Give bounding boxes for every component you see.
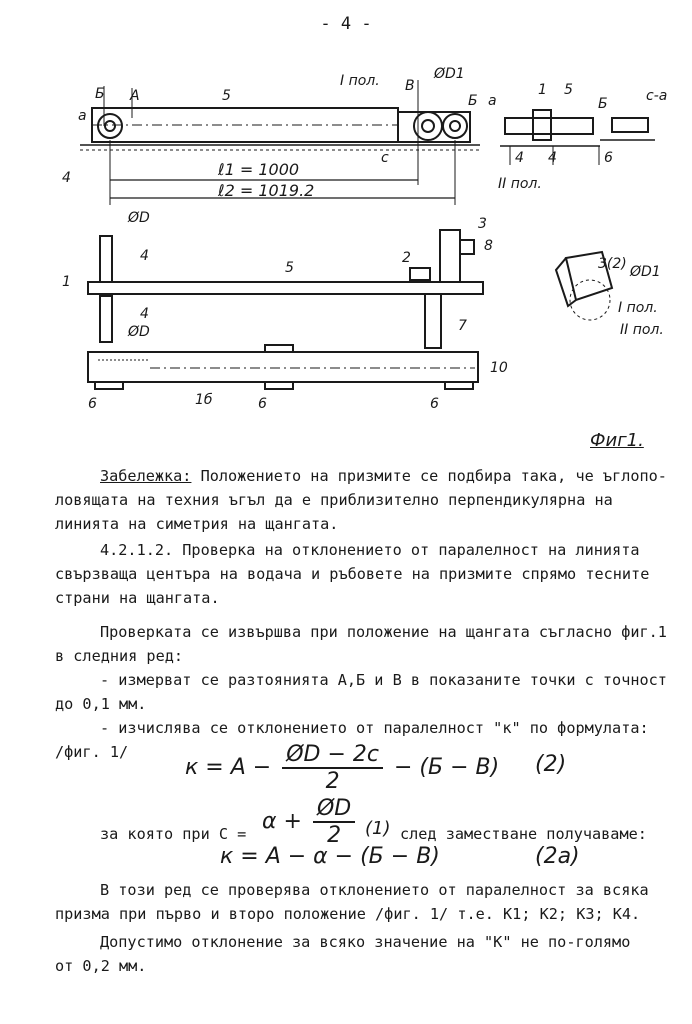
- label-4-front-bottom: 4: [140, 306, 149, 322]
- label-D1-detail: ØD1: [630, 264, 661, 280]
- formula-1-tag: (1): [365, 818, 391, 839]
- label-b-side: Б: [598, 96, 608, 112]
- label-3: 3: [478, 216, 487, 232]
- label-pol1: I пол.: [340, 73, 380, 89]
- label-1-front: 1: [62, 274, 71, 290]
- note-line1: Забележка: Положението на призмите се подбира така, че ъглопо-: [100, 467, 667, 485]
- formula-2a: к = A − α − (Б − В): [220, 844, 440, 869]
- formula-2-tag: (2): [535, 752, 567, 777]
- label-6-c: 6: [430, 396, 439, 412]
- label-8: 8: [484, 238, 493, 254]
- label-pol2-detail: II пол.: [620, 322, 664, 338]
- formula-2a-tag: (2а): [535, 844, 580, 869]
- allowed-line2: от 0,2 мм.: [55, 957, 147, 975]
- figure-caption: Фиг1.: [590, 430, 644, 451]
- label-5-front: 5: [285, 260, 294, 276]
- dash1-line1: - измерват се разтоянията А,Б и В в показаните точки с точност: [100, 671, 667, 689]
- check-line2: в следния ред:: [55, 647, 184, 665]
- page-number: - 4 -: [320, 14, 372, 34]
- label-3-2: 3(2): [598, 256, 627, 272]
- dash2-line1: - изчислява се отклонението от паралелност "к" по формулата:: [100, 719, 649, 737]
- label-5-side: 5: [564, 82, 573, 98]
- label-6-b: 6: [258, 396, 267, 412]
- label-pol1-detail: I пол.: [618, 300, 658, 316]
- label-c-a: c-a: [646, 88, 668, 104]
- label-pol2: II пол.: [498, 176, 542, 192]
- label-6-a: 6: [88, 396, 97, 412]
- note-line2: ловящата на техния ъгъл да е приблизително перпендикулярна на: [55, 491, 613, 509]
- allowed-line1: Допустимо отклонение за всяко значение на "К" не по-голямо: [100, 933, 631, 951]
- label-5: 5: [222, 88, 231, 104]
- label-1-side: 1: [538, 82, 547, 98]
- where-suffix: след заместване получаваме:: [400, 825, 647, 843]
- label-4: 4: [62, 170, 71, 186]
- label-a-right: a: [488, 93, 497, 109]
- label-V: В: [405, 78, 415, 94]
- label-1b: 1б: [195, 392, 213, 408]
- order-line1: В този ред се проверява отклонението от паралелност за всяка: [100, 881, 649, 899]
- label-7: 7: [458, 318, 467, 334]
- label-b-right: Б: [468, 93, 478, 109]
- dash1-line2: до 0,1 мм.: [55, 695, 147, 713]
- label-2: 2: [402, 250, 411, 266]
- where-prefix: за която при С =: [100, 825, 247, 843]
- label-10: 10: [490, 360, 508, 376]
- label-b: Б: [95, 86, 105, 102]
- section-heading-line1: 4.2.1.2. Проверка на отклонението от паралелност на линията: [100, 541, 640, 559]
- label-D-top: ØD: [128, 210, 150, 226]
- technical-figure: [0, 0, 692, 460]
- note-label: Забележка:: [100, 467, 192, 485]
- note-line3: линията на симетрия на щангата.: [55, 515, 339, 533]
- order-line2: призма при първо и второ положение /фиг. 1/ т.е. К1; К2; К3; К4.: [55, 905, 641, 923]
- label-l1: ℓ1 = 1000: [218, 160, 300, 179]
- label-A: A: [130, 88, 140, 104]
- section-heading-line2: свързваща центъра на водача и ръбовете на призмите спрямо тесните: [55, 565, 650, 583]
- formula-2: к = A − $\frac{ØD - 2c}{2}$ − (Б − В): [185, 742, 500, 794]
- fig-ref: /фиг. 1/: [55, 743, 129, 761]
- label-6-side: 6: [604, 150, 613, 166]
- label-D1: ØD1: [434, 66, 465, 82]
- label-a: a: [78, 108, 87, 124]
- label-4-side-b: 4: [548, 150, 557, 166]
- label-4-side-a: 4: [515, 150, 524, 166]
- label-D-bottom: ØD: [128, 324, 150, 340]
- label-4-front-top: 4: [140, 248, 149, 264]
- label-c: c: [381, 150, 389, 166]
- label-l2: ℓ2 = 1019.2: [218, 181, 315, 200]
- check-line1: Проверката се извършва при положение на щангата съгласно фиг.1: [100, 623, 667, 641]
- formula-1: α + $\frac{ØD}{2}$: [262, 796, 359, 848]
- section-heading-line3: страни на щангата.: [55, 589, 220, 607]
